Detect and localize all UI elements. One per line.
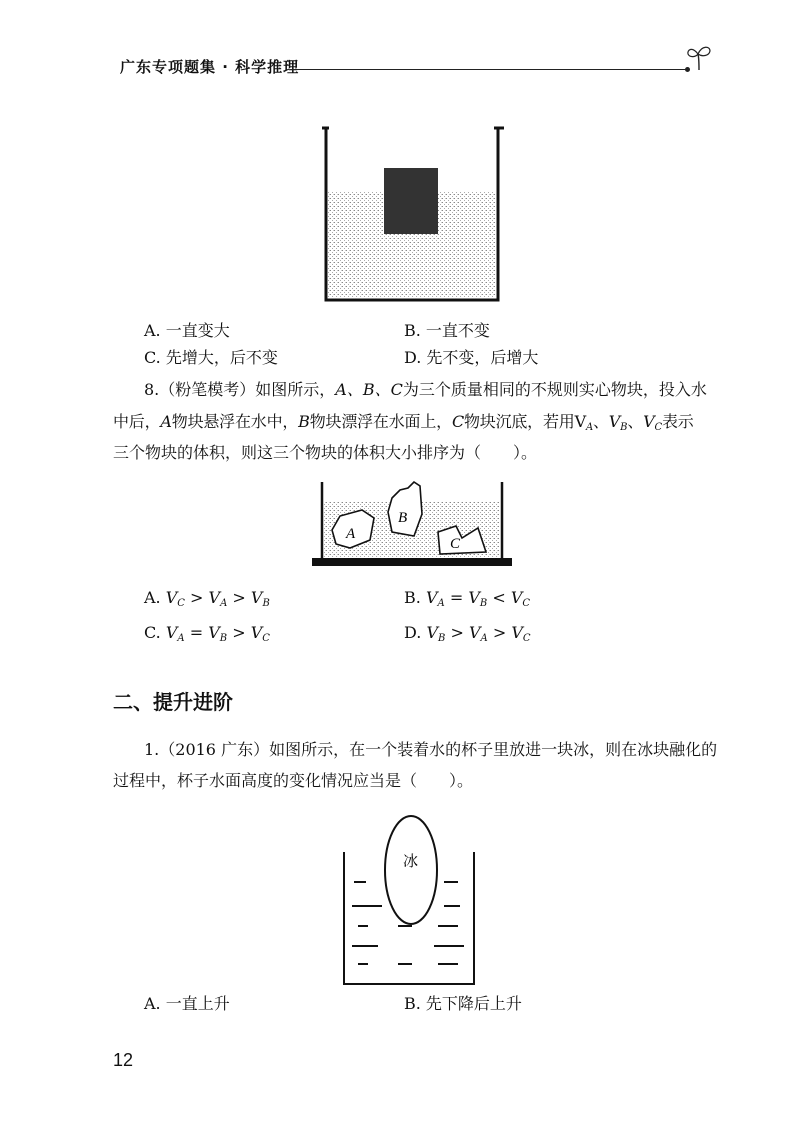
q8-line-1: [144, 380, 707, 400]
figure-three-blocks: [310, 478, 520, 570]
q8-line-3: 三个物块的体积，则这三个物块的体积大小排序为（ ）。: [113, 443, 538, 462]
q8-text: 为三个质量相同的不规则实心物块，投入水: [402, 380, 707, 399]
block-b: [388, 482, 422, 536]
s2q1-option-a: A. 一直上升: [144, 994, 230, 1013]
q8-text: 中后，: [113, 412, 161, 431]
ice-block: [385, 816, 437, 924]
q8-var: A: [160, 412, 172, 431]
figure-beaker-block: [318, 122, 508, 307]
header-rule: [290, 69, 686, 70]
q8-blocks: A、B、C: [335, 380, 403, 399]
running-header-title: 广东专项题集 · 科学推理: [120, 58, 300, 76]
page-number: 12: [113, 1050, 134, 1070]
q8-text: 8.（粉笔模考）如图所示，: [144, 380, 336, 399]
q8-line-2: 中后，A物块悬浮在水中，B物块漂浮在水面上，C物块沉底，若用$V_A$、$V_B$、$V_C$表示: [113, 412, 694, 433]
dark-block: [384, 168, 438, 234]
ice-label: 冰: [403, 852, 419, 870]
s2q1-line-1: 1.（2016 广东）如图所示，在一个装着水的杯子里放进一块冰，则在冰块融化的: [144, 740, 718, 759]
q8-option-b: B. $V_A = V_B < V_C$: [404, 588, 531, 609]
figure-ice-cup: [340, 812, 480, 992]
label-c: C: [450, 536, 461, 552]
q8-text: 物块漂浮在水面上，: [309, 412, 452, 431]
q7-option-b: B. 一直不变: [404, 321, 490, 340]
q8-text: 物块沉底，若用V: [463, 412, 586, 431]
s2q1-line-2: 过程中，杯子水面高度的变化情况应当是（ ）。: [113, 771, 474, 790]
q8-text: 表示: [661, 412, 694, 431]
q7-option-c: C. 先增大，后不变: [144, 348, 278, 367]
q8-var: B: [298, 412, 310, 431]
q8-var: C: [451, 412, 464, 431]
q8-option-a: A. $V_C > V_A > V_B$: [144, 588, 270, 609]
q8-option-c: C. $V_A = V_B > V_C$: [144, 623, 270, 644]
base-bar: [312, 558, 512, 566]
q8-text: 物块悬浮在水中，: [171, 412, 299, 431]
q7-option-d: D. 先不变，后增大: [404, 348, 539, 367]
q7-option-a: A. 一直变大: [144, 321, 230, 340]
label-a: A: [346, 526, 356, 542]
section-title: 二、提升进阶: [113, 690, 233, 714]
label-b: B: [398, 510, 408, 526]
s2q1-option-b: B. 先下降后上升: [404, 994, 522, 1013]
sprout-icon: [686, 42, 712, 72]
q8-option-d: D. $V_B > V_A > V_C$: [404, 623, 531, 644]
